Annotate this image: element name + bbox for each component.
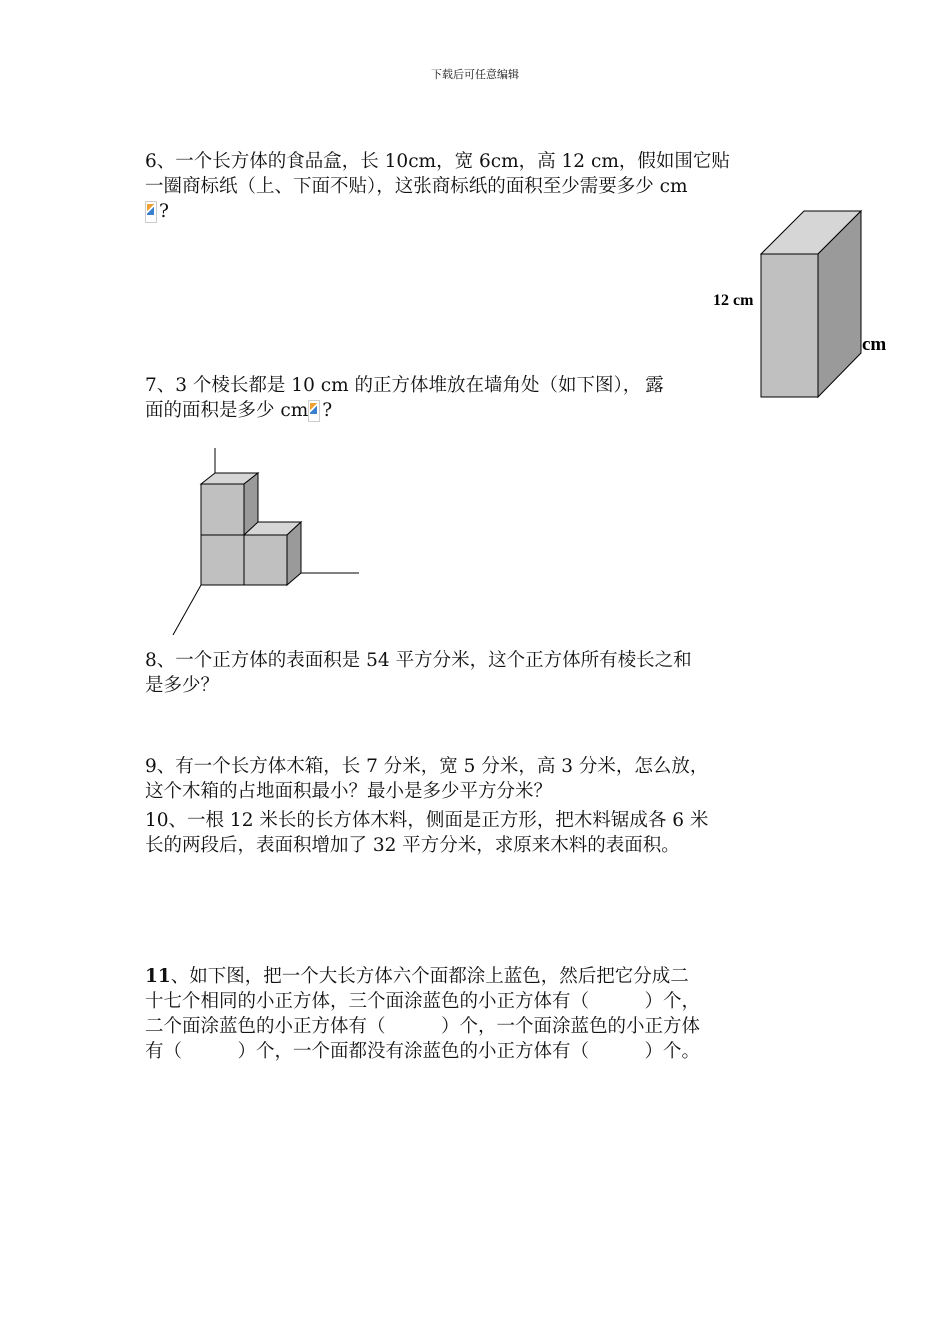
q9-line-1: 9、有一个长方体木箱，长 7 分米，宽 5 分米，高 3 分米，怎么放， [145,756,709,777]
question-11 [145,964,810,1064]
q11-line-4: 有（ ）个，一个面都没有涂蓝色的小正方体有（ ）个。 [145,1041,701,1062]
q11-line-2: 十七个相同的小正方体，三个面涂蓝色的小正方体有（ ）个， [145,991,701,1012]
q6-line-2: 一圈商标纸（上、下面不贴），这张商标纸的面积至少需要多少 cm [145,176,688,197]
broken-image-icon [145,201,157,223]
question-9 [145,754,810,804]
q8-line-1: 8、一个正方体的表面积是 54 平方分米，这个正方体所有棱长之和 [145,650,692,671]
q7-line-1-tail: 露 [645,375,664,396]
q6-line-3: ? [145,199,810,224]
right-cube-front-face [244,535,287,585]
q7-line-2: 面的面积是多少 cm ? [145,400,333,421]
q6-line-1: 6、一个长方体的食品盒，长 10cm，宽 6cm，高 12 cm，假如围它贴 [145,151,730,172]
corner-cubes-figure [165,440,365,640]
q10-line-2: 长的两段后，表面积增加了 32 平方分米，求原来木料的表面积。 [145,835,680,856]
q11-number: 11 [145,966,171,987]
cuboid-cm-label: cm [862,334,887,355]
question-7 [145,373,810,423]
page-header: 下载后可任意编辑 [431,68,519,81]
axis-diagonal [173,585,201,635]
broken-image-icon [308,400,320,422]
q8-line-2: 是多少？ [145,675,220,696]
q10-line-1: 10、一根 12 米长的长方体木料，侧面是正方形，把木料锯成各 6 米 [145,810,709,831]
q9-line-2: 这个木箱的占地面积最小？最小是多少平方分米？ [145,781,553,802]
q11-line-3: 二个面涂蓝色的小正方体有（ ）个，一个面涂蓝色的小正方体 [145,1016,701,1037]
top-cube-front-face [201,484,244,535]
question-8 [145,648,810,698]
cuboid-height-label: 12 cm [713,292,754,309]
q11-line-1: 11、如下图，把一个大长方体六个面都涂上蓝色，然后把它分成二 [145,966,689,987]
q7-line-1: 7、3 个棱长都是 10 cm 的正方体堆放在墙角处（如下图）， 露 [145,375,664,396]
question-6 [145,149,810,224]
question-10 [145,808,810,858]
left-cube-front-face [201,535,244,585]
